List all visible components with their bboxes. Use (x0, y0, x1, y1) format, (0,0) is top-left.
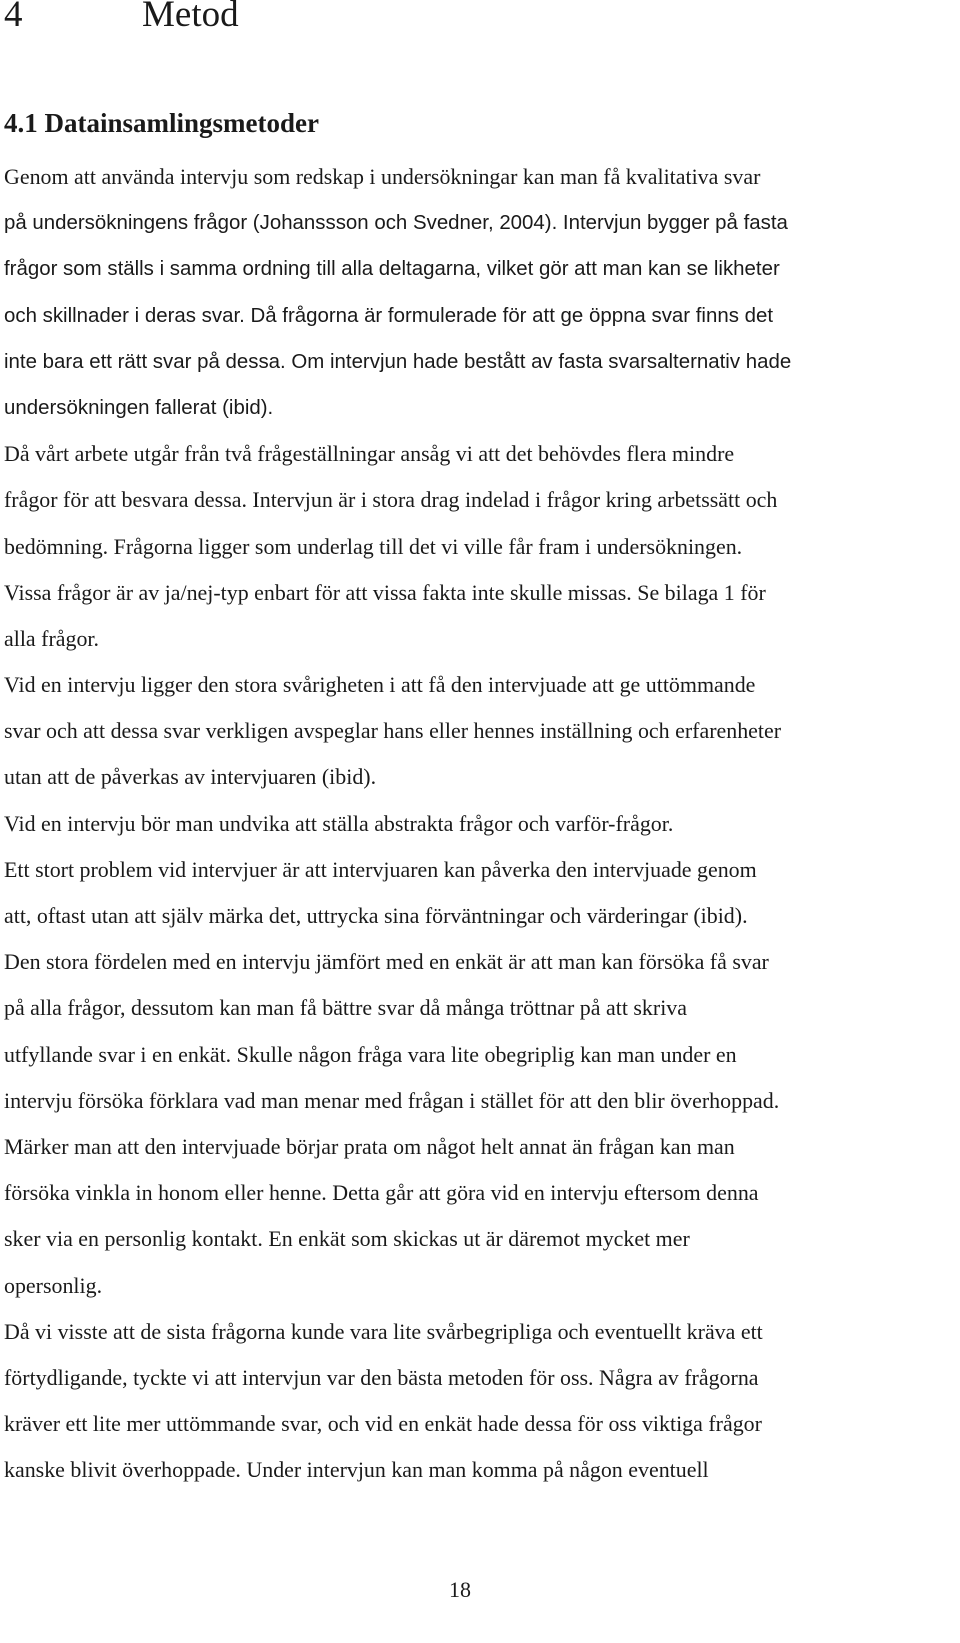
text-line: intervju försöka förklara vad man menar med frågan i stället för att den blir överhoppad. (4, 1087, 780, 1113)
text-line: att, oftast utan att själv märka det, uttrycka sina förväntningar och värderingar (ibid). (4, 903, 748, 928)
text-line: Ett stort problem vid intervjuer är att intervjuaren kan påverka den intervjuade genom (4, 856, 757, 882)
text-line: Genom att använda intervju som redskap i undersökningar kan man få kvalitativa svar (4, 164, 761, 189)
text-line: bedömning. Frågorna ligger som underlag till det vi ville får fram i undersökningen. (4, 533, 743, 559)
text-line: Vid en intervju ligger den stora svårigheten i att få den intervjuade att ge uttömmande (4, 672, 756, 698)
text-line: och skillnader i deras svar. Då frågorna är formulerade för att ge öppna svar finns det (4, 303, 774, 327)
text-line: alla frågor. (4, 625, 99, 651)
section-heading: 4.1 Datainsamlingsmetoder (4, 108, 319, 138)
text-line: sker via en personlig kontakt. En enkät som skickas ut är däremot mycket mer (4, 1226, 690, 1252)
text-line: utfyllande svar i en enkät. Skulle någon fråga vara lite obegriplig kan man under en (4, 1041, 737, 1067)
text-line: på alla frågor, dessutom kan man få bättre svar då många tröttnar på att skriva (4, 995, 687, 1021)
text-line: opersonlig. (4, 1272, 103, 1298)
text-line: Vissa frågor är av ja/nej-typ enbart för att vissa fakta inte skulle missas. Se bilaga 1 för (4, 579, 766, 605)
page-number: 18 (449, 1577, 471, 1602)
text-line: Då vi visste att de sista frågorna kunde vara lite svårbegripliga och eventuellt kräva ett (4, 1318, 763, 1344)
chapter-title: Metod (142, 0, 239, 35)
text-line: svar och att dessa svar verkligen avspeglar hans eller hennes inställning och erfarenheter (4, 718, 782, 744)
chapter-heading (4, 0, 239, 38)
text-line: på undersökningens frågor (Johanssson och Svedner, 2004). Intervjun bygger på fasta (4, 211, 788, 235)
body-text (4, 154, 959, 1493)
text-line: Då vårt arbete utgår från två frågeställningar ansåg vi att det behövdes flera mindre (4, 441, 735, 467)
text-line: undersökningen fallerat (ibid). (4, 395, 274, 419)
text-line: Vid en intervju bör man undvika att ställa abstrakta frågor och varför-frågor. (4, 810, 674, 836)
text-line: förtydligande, tyckte vi att intervjun var den bästa metoden för oss. Några av frågorna (4, 1364, 759, 1390)
text-line: kräver ett lite mer uttömmande svar, och vid en enkät hade dessa för oss viktiga frågor (4, 1411, 762, 1437)
text-line: utan att de påverkas av intervjuaren (ibid). (4, 764, 377, 790)
text-line: frågor som ställs i samma ordning till alla deltagarna, vilket gör att man kan se likheter (4, 257, 780, 281)
text-line: Den stora fördelen med en intervju jämfört med en enkät är att man kan försöka få svar (4, 949, 769, 975)
text-line: Märker man att den intervjuade börjar prata om något helt annat än frågan kan man (4, 1133, 735, 1159)
text-line: kanske blivit överhoppade. Under intervjun kan man komma på någon eventuell (4, 1457, 709, 1483)
text-line: frågor för att besvara dessa. Intervjun är i stora drag indelad i frågor kring arbetssätt och (4, 487, 778, 513)
text-line: inte bara ett rätt svar på dessa. Om intervjun hade bestått av fasta svarsalternativ hade (4, 349, 792, 373)
text-line: försöka vinkla in honom eller henne. Detta går att göra vid en intervju eftersom denna (4, 1180, 759, 1206)
chapter-number: 4 (4, 0, 23, 35)
